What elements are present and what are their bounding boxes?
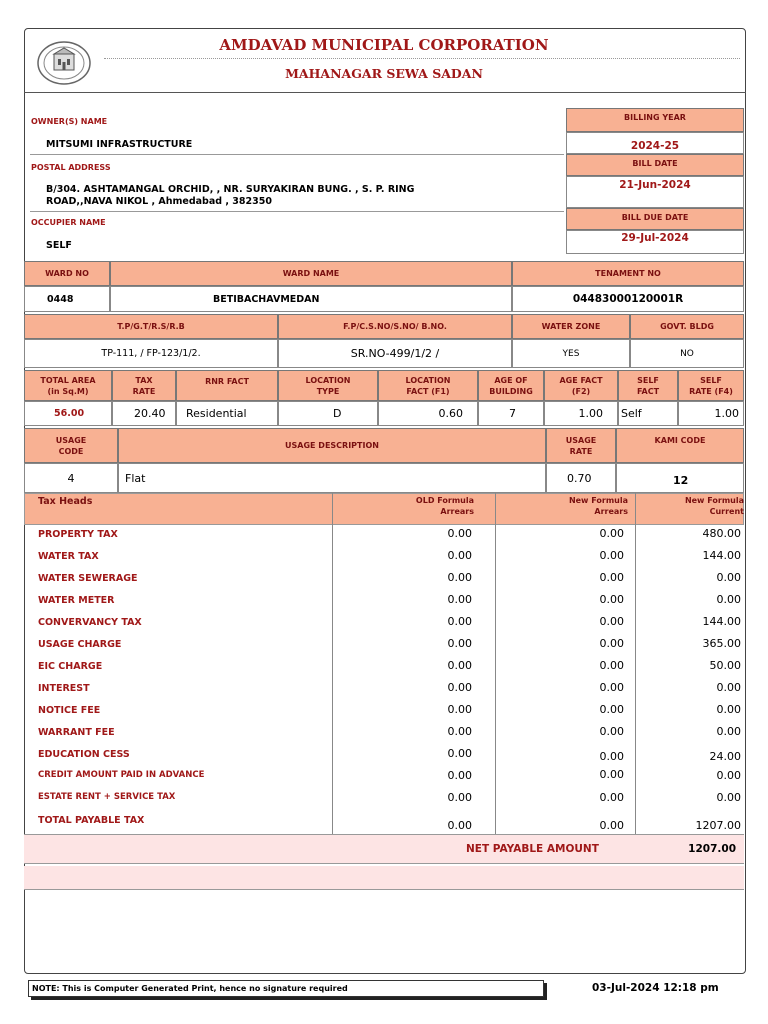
tax-head-label: WARRANT FEE — [38, 727, 115, 738]
tax-old-value: 0.00 — [447, 725, 472, 738]
blank-pink-row — [24, 866, 744, 890]
tax-head-label: INTEREST — [38, 683, 90, 694]
divider — [30, 154, 564, 155]
tax-current-value: 50.00 — [709, 659, 741, 672]
tax-head-label: ESTATE RENT + SERVICE TAX — [38, 792, 176, 802]
tax-current-value: 365.00 — [702, 637, 741, 650]
tax-old-value: 0.00 — [447, 747, 472, 760]
org-subname: MAHANAGAR SEWA SADAN — [285, 66, 483, 81]
net-payable-bar — [24, 834, 744, 864]
tax-current-value: 144.00 — [702, 615, 741, 628]
tax-old-value: 0.00 — [447, 615, 472, 628]
bill-due-date-value: 29-Jul-2024 — [566, 230, 744, 254]
header-divider — [104, 58, 740, 59]
tax-rate-header: TAX RATE — [112, 370, 176, 401]
tax-current-value: 0.00 — [716, 571, 741, 584]
tax-arrears-value: 0.00 — [599, 681, 624, 694]
tax-arrears-value: 0.00 — [599, 791, 624, 804]
rnr-fact-header: RNR FACT — [176, 370, 278, 401]
usage-description-value: Flat — [118, 463, 546, 493]
location-fact-header: LOCATION FACT (F1) — [378, 370, 478, 401]
tax-arrears-value: 0.00 — [599, 768, 624, 781]
total-area-header: TOTAL AREA (in Sq.M) — [24, 370, 112, 401]
new-arrears-header: New Formula Arrears — [568, 496, 628, 516]
owner-value: MITSUMI INFRASTRUCTURE — [46, 139, 193, 150]
tenament-no-value: 04483000120001R — [512, 286, 744, 312]
fp-value: SR.NO-499/1/2 / — [278, 339, 512, 368]
tax-current-value: 1207.00 — [695, 819, 741, 832]
tax-head-label: PROPERTY TAX — [38, 529, 118, 540]
footer-note: NOTE: This is Computer Generated Print, hence no signature required — [28, 980, 544, 997]
column-divider — [332, 493, 333, 834]
tax-current-value: 0.00 — [716, 791, 741, 804]
billing-year-value: 2024-25 — [566, 132, 744, 154]
bill-due-date-label: BILL DUE DATE — [566, 208, 744, 230]
net-payable-value: 1207.00 — [688, 843, 736, 855]
bill-date-value: 21-Jun-2024 — [566, 176, 744, 208]
tax-heads-label: Tax Heads — [38, 496, 93, 507]
print-timestamp: 03-Jul-2024 12:18 pm — [592, 982, 719, 994]
tax-head-label: WATER SEWERAGE — [38, 573, 138, 584]
tax-arrears-value: 0.00 — [599, 571, 624, 584]
self-rate-value: 1.00 — [678, 401, 744, 426]
tax-current-value: 0.00 — [716, 593, 741, 606]
tax-current-value: 480.00 — [702, 527, 741, 540]
total-area-value: 56.00 — [24, 401, 112, 426]
new-current-header: New Formula Current — [684, 496, 744, 516]
tax-old-value: 0.00 — [447, 637, 472, 650]
tp-value: TP-111, / FP-123/1/2. — [24, 339, 278, 368]
tax-arrears-value: 0.00 — [599, 637, 624, 650]
tax-old-value: 0.00 — [447, 549, 472, 562]
tax-arrears-value: 0.00 — [599, 527, 624, 540]
age-of-building-header: AGE OF BUILDING — [478, 370, 544, 401]
occupier-label: OCCUPIER NAME — [31, 218, 106, 227]
divider — [30, 211, 564, 212]
age-fact-header: AGE FACT (F2) — [544, 370, 618, 401]
self-fact-value: Self — [618, 401, 678, 426]
org-name: AMDAVAD MUNICIPAL CORPORATION — [219, 36, 549, 54]
tax-old-value: 0.00 — [447, 703, 472, 716]
tax-arrears-value: 0.00 — [599, 725, 624, 738]
tax-arrears-value: 0.00 — [599, 615, 624, 628]
tax-old-value: 0.00 — [447, 819, 472, 832]
location-type-header: LOCATION TYPE — [278, 370, 378, 401]
tax-head-label: EIC CHARGE — [38, 661, 103, 672]
tax-old-value: 0.00 — [447, 769, 472, 782]
usage-description-header: USAGE DESCRIPTION — [118, 428, 546, 463]
tax-arrears-value: 0.00 — [599, 703, 624, 716]
bill-date-label: BILL DATE — [566, 154, 744, 176]
age-of-building-value: 7 — [478, 401, 544, 426]
water-zone-header: WATER ZONE — [512, 314, 630, 339]
tax-head-label: CONVERVANCY TAX — [38, 617, 142, 628]
tax-head-label: WATER METER — [38, 595, 115, 606]
ward-name-header: WARD NAME — [110, 261, 512, 286]
tax-rate-value: 20.40 — [112, 401, 176, 426]
tax-head-label: WATER TAX — [38, 551, 99, 562]
tax-old-value: 0.00 — [447, 659, 472, 672]
tax-head-label: NOTICE FEE — [38, 705, 101, 716]
tp-header: T.P/G.T/R.S/R.B — [24, 314, 278, 339]
tax-arrears-value: 0.00 — [599, 549, 624, 562]
postal-label: POSTAL ADDRESS — [31, 163, 111, 172]
rnr-fact-value: Residential — [176, 401, 278, 426]
govt-bldg-value: NO — [630, 339, 744, 368]
water-zone-value: YES — [512, 339, 630, 368]
kami-code-header: KAMI CODE — [616, 428, 744, 463]
usage-code-header: USAGE CODE — [24, 428, 118, 463]
tax-current-value: 0.00 — [716, 681, 741, 694]
age-fact-value: 1.00 — [544, 401, 618, 426]
billing-year-label: BILLING YEAR — [566, 108, 744, 132]
occupier-value: SELF — [46, 240, 72, 251]
tax-arrears-value: 0.00 — [599, 593, 624, 606]
ward-no-header: WARD NO — [24, 261, 110, 286]
usage-rate-value: 0.70 — [546, 463, 616, 493]
tax-old-value: 0.00 — [447, 791, 472, 804]
ward-name-value: BETIBACHAVMEDAN — [110, 286, 512, 312]
tax-arrears-value: 0.00 — [599, 659, 624, 672]
usage-code-value: 4 — [24, 463, 118, 493]
header-rule — [24, 92, 746, 93]
address-line-1: B/304. ASHTAMANGAL ORCHID, , NR. SURYAKIRAN BUNG. , S. P. RING — [46, 184, 415, 195]
usage-rate-header: USAGE RATE — [546, 428, 616, 463]
tax-head-label: CREDIT AMOUNT PAID IN ADVANCE — [38, 770, 205, 780]
self-rate-header: SELF RATE (F4) — [678, 370, 744, 401]
net-payable-label: NET PAYABLE AMOUNT — [466, 843, 599, 855]
address-line-2: ROAD,,NAVA NIKOL , Ahmedabad , 382350 — [46, 196, 272, 207]
tax-old-value: 0.00 — [447, 527, 472, 540]
tax-head-label: USAGE CHARGE — [38, 639, 122, 650]
tax-current-value: 0.00 — [716, 725, 741, 738]
tax-current-value: 144.00 — [702, 549, 741, 562]
tax-old-value: 0.00 — [447, 593, 472, 606]
tax-arrears-value: 0.00 — [599, 750, 624, 763]
location-fact-value: 0.60 — [378, 401, 478, 426]
location-type-value: D — [278, 401, 378, 426]
tax-current-value: 0.00 — [716, 703, 741, 716]
tenament-no-header: TENAMENT NO — [512, 261, 744, 286]
govt-bldg-header: GOVT. BLDG — [630, 314, 744, 339]
tax-head-label: TOTAL PAYABLE TAX — [38, 815, 145, 826]
self-fact-header: SELF FACT — [618, 370, 678, 401]
tax-head-label: EDUCATION CESS — [38, 749, 130, 760]
tax-arrears-value: 0.00 — [599, 819, 624, 832]
tax-current-value: 24.00 — [709, 750, 741, 763]
tax-old-value: 0.00 — [447, 571, 472, 584]
fp-header: F.P/C.S.NO/S.NO/ B.NO. — [278, 314, 512, 339]
kami-code-value: 12 — [616, 463, 744, 493]
owner-label: OWNER(S) NAME — [31, 117, 108, 126]
amc-emblem-icon — [36, 40, 92, 86]
ward-no-value: 0448 — [24, 286, 110, 312]
tax-old-value: 0.00 — [447, 681, 472, 694]
old-arrears-header: OLD Formula Arrears — [415, 496, 474, 516]
tax-current-value: 0.00 — [716, 769, 741, 782]
